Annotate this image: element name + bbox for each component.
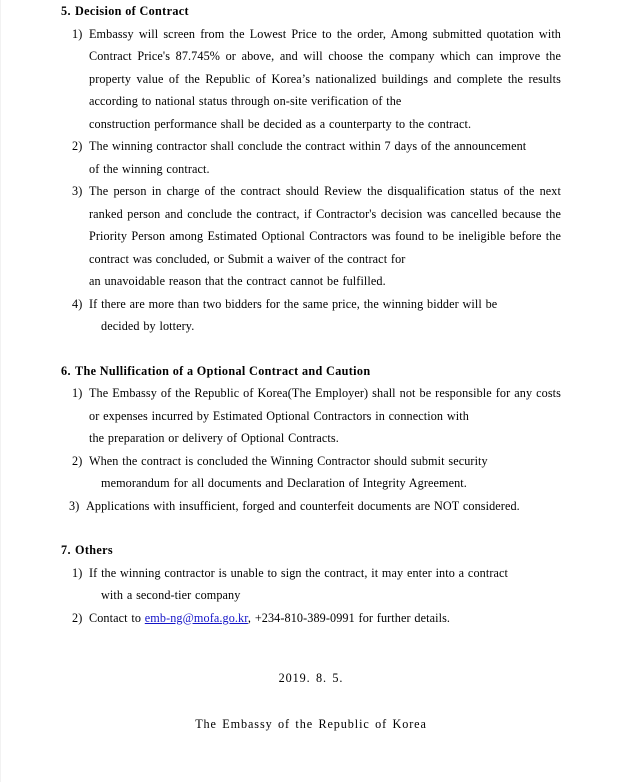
contact-suffix: , +234-810-389-0991 for further details. <box>247 610 451 625</box>
list-item-text-last: construction performance shall be decided as a counterparty to the contract. <box>89 116 472 131</box>
list-marker: 3) <box>69 498 80 513</box>
list-marker: 2) <box>72 139 83 153</box>
list-item-text: If the winning contractor is unable to sign the contract, it may enter into a contract <box>89 565 508 580</box>
list-item <box>61 23 561 136</box>
list-marker: 4) <box>72 296 83 311</box>
list-item <box>61 562 561 607</box>
section-spacer <box>61 517 561 539</box>
list-item-text-last: Applications with insufficient, forged and counterfeit documents are NOT considered. <box>86 498 520 513</box>
section-heading-7 <box>61 539 561 562</box>
section-spacer <box>61 338 561 360</box>
list-item <box>61 382 561 450</box>
list-item-contact <box>61 607 561 630</box>
list-marker: 2) <box>72 610 83 625</box>
list-item <box>61 180 561 293</box>
closing-signature: The Embassy of the Republic of Korea <box>195 716 427 731</box>
section-number-5: 5. <box>61 4 71 18</box>
list-marker: 3) <box>72 184 83 198</box>
closing-date: 2019. 8. 5. <box>278 671 344 685</box>
list-item-text: When the contract is concluded the Winning Contractor should submit security <box>89 453 488 468</box>
list-item-text: If there are more than two bidders for the same price, the winning bidder will be <box>89 296 498 311</box>
email-link[interactable]: emb-ng@mofa.go.kr <box>144 610 248 625</box>
section-heading-5 <box>61 0 561 23</box>
section-5-list <box>61 23 561 338</box>
list-item-text: Embassy will screen from the Lowest Price to the order, Among submitted quotation with Contract Price's 87.745% or above, and will choose the company which can improve the property value of the Republic of Korea’s nationalized buildings and complete the results according to national status through on-site verification of the <box>89 26 561 108</box>
list-item <box>61 293 561 338</box>
list-item-text-continued: memorandum for all documents and Declaration of Integrity Agreement. <box>101 476 467 490</box>
list-item-text: The Embassy of the Republic of Korea(The Employer) shall not be responsible for any costs or expenses incurred by Estimated Optional Contractors in connection with <box>89 386 561 423</box>
contact-line <box>89 607 561 630</box>
list-marker: 1) <box>72 26 83 41</box>
list-item-text: The person in charge of the contract should Review the disqualification status of the next ranked person and conclude the contract, if Contractor's decision was cancelled because the Priority Person among Estimated Optional Contractors was found to be ineligible before the contract was concluded, or Submit a waiver of the contract for <box>89 184 561 266</box>
section-heading-6 <box>61 360 561 383</box>
list-item <box>61 495 561 518</box>
list-marker: 2) <box>72 453 83 468</box>
list-item-text-last: of the winning contract. <box>89 161 210 176</box>
document-body <box>61 0 561 735</box>
list-item <box>61 135 561 180</box>
section-title-5: Decision of Contract <box>75 4 189 18</box>
section-title-7: Others <box>75 543 113 557</box>
section-number-6: 6. <box>61 363 71 378</box>
list-item-text-last: an unavoidable reason that the contract cannot be fulfilled. <box>89 274 386 288</box>
list-item-text: The winning contractor shall conclude the contract within 7 days of the announcement <box>89 139 527 153</box>
list-item <box>61 450 561 495</box>
section-7-list <box>61 562 561 630</box>
list-marker: 1) <box>72 386 83 400</box>
list-item-text-continued: decided by lottery. <box>101 319 195 333</box>
list-marker: 1) <box>72 565 83 580</box>
list-item-text-last: the preparation or delivery of Optional Contracts. <box>89 431 339 445</box>
section-title-6: The Nullification of a Optional Contract and Caution <box>75 363 371 378</box>
contact-prefix: Contact to <box>89 610 145 625</box>
list-item-text-continued: with a second-tier company <box>101 588 241 602</box>
section-6-list <box>61 382 561 517</box>
section-number-7: 7. <box>61 543 71 557</box>
